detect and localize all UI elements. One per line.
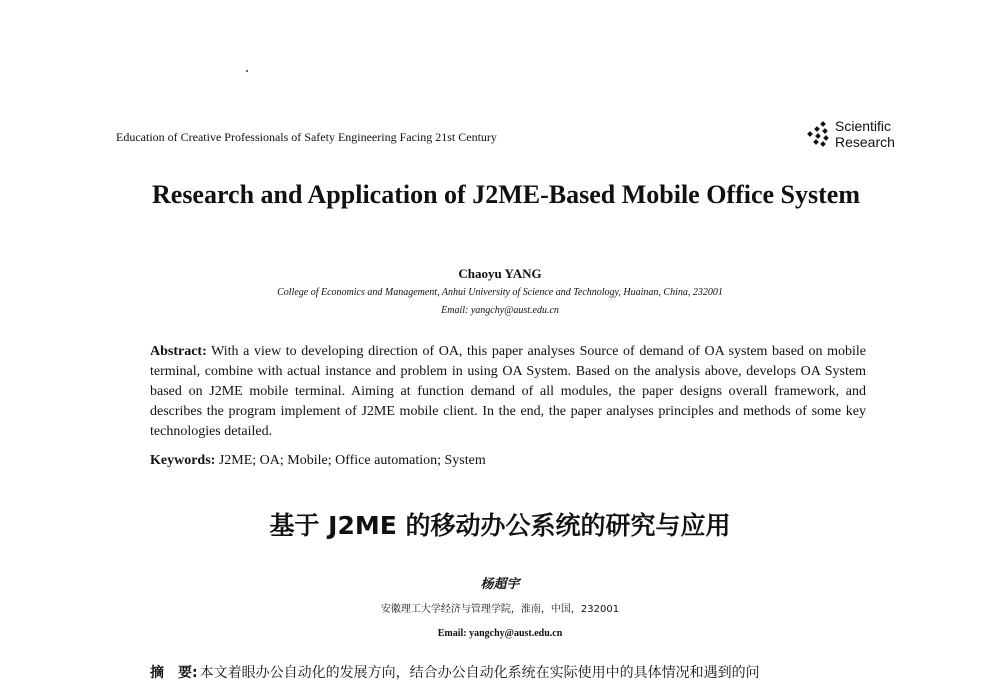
chinese-email: Email: yangchy@aust.edu.cn xyxy=(437,628,563,639)
series-header: Education of Creative Professionals of Safety Engineering Facing 21st Century xyxy=(116,130,497,144)
abstract-text: With a view to developing direction of OA, this paper analyses Source of demand of OA system based on mobile terminal, combine with actual instance and problem in using OA System. Based on the analysis above, develops OA System based on J2ME mobile terminal. Aiming at function demand of all modules, the paper designs overall framework, and describes the program implement of J2ME mobile client. In the end, the paper analyses principles and methods of some key technologies detailed. xyxy=(150,344,866,439)
chinese-abstract-label: 摘 要: xyxy=(150,665,198,681)
abstract xyxy=(150,342,866,442)
abstract-label: Abstract: xyxy=(150,344,207,359)
publisher-logo xyxy=(803,116,903,152)
chinese-abstract xyxy=(150,662,890,682)
author-email: Email: yangchy@aust.edu.cn xyxy=(441,305,559,316)
keywords-text: J2ME; OA; Mobile; Office automation; System xyxy=(218,453,486,468)
paper-title: Research and Application of J2ME-Based Mobile Office System xyxy=(152,180,860,209)
keywords-label: Keywords: xyxy=(150,453,216,468)
author-name: Chaoyu YANG xyxy=(458,266,542,281)
chinese-author-name: 杨超宇 xyxy=(480,577,520,592)
scientific-research-logo-icon xyxy=(803,120,833,148)
keywords xyxy=(150,451,866,471)
publisher-name-line1: Scientific xyxy=(835,118,892,134)
chinese-abstract-text: 本文着眼办公自动化的发展方向，结合办公自动化系统在实际使用中的具体情况和遇到的问 xyxy=(199,665,760,681)
author-affiliation: College of Economics and Management, Anhui University of Science and Technology, Huainan, China, 232001 xyxy=(277,287,723,298)
publisher-name-line2: Research xyxy=(835,134,895,150)
chinese-title: 基于 J2ME 的移动办公系统的研究与应用 xyxy=(269,511,731,540)
scan-speck xyxy=(246,70,248,72)
chinese-affiliation: 安徽理工大学经济与管理学院，淮南，中国，232001 xyxy=(380,604,620,615)
